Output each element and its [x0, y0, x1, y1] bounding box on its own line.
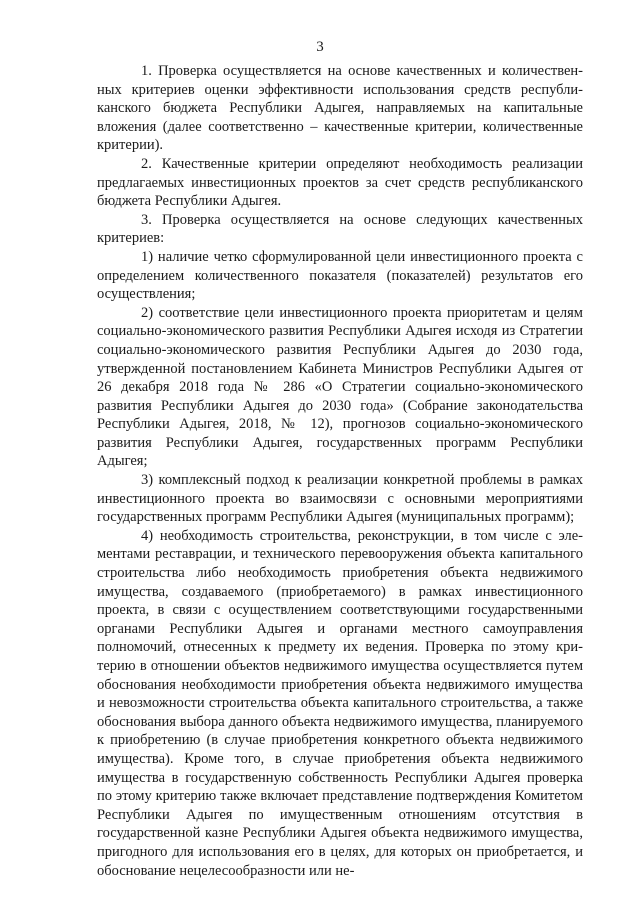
document-body: [97, 62, 583, 880]
paragraph-item-2: 2. Качественные критерии определяют необходимость реализации предлагаемых инвестиционных проектов за счет средств республиканского бюджета Республики Адыгея.: [97, 155, 583, 210]
page-number: 3: [316, 39, 324, 55]
paragraph-item-1: 1. Проверка осуществляется на основе качественных и количественных критериев оценки эффективности использования средств республиканского бюджета Республики Адыгея, направляемых на капитальные вложения (далее соответственно – качественные критерии, количественные критерии).: [97, 63, 583, 154]
criterion-item-3: 3) комплексный подход к реализации конкретной проблемы в рамках инвестиционного проекта во взаимосвязи с основными мероприятиями государственных программ Республики Адыгея (муниципальных программ);: [97, 472, 583, 526]
paragraph-item-3: 3. Проверка осуществляется на основе следующих качественных критериев:: [97, 211, 583, 247]
criterion-item-1: 1) наличие четко сформулированной цели инвестиционного проекта с определением количественного показателя (показателей) результатов его осуществления;: [97, 248, 583, 303]
criterion-item-4: 4) необходимость строительства, реконструкции, в том числе с элементами реставрации, и технического перевооружения объекта капитального строительства либо необходимость приобретения объекта недвижимого имущества, создаваемого (приобретаемого) в рамках инвестиционного проекта, в связи с осуществлением соответствующими государственными органами Республики Адыгея и органами местного самоуправления полномочий, отнесенных к предмету их ведения. Проверка по этому критерию в отношении объектов недвижимого имущества осуществляется путем обоснования необходимости приобретения объекта недвижимого имущества и невозможности строительства объекта капитального строительства, а также обоснования выбора данного объекта недвижимого имущества, планируемого к приобретению (в случае приобретения конкретного объекта недвижимого имущества). Кроме того, в случае приобретения объекта недвижимого имущества в государственную собственность Республики Адыгея проверка по этому критерию также включает представление подтверждения Комитетом Республики Адыгея по имущественным отношениям отсутствия в государственной казне Республики Адыгея объекта недвижимого имущества, пригодного для использования его в целях, для которых он приобретается, и обоснование нецелесообразности или не-: [97, 527, 583, 879]
criterion-item-2: 2) соответствие цели инвестиционного проекта приоритетам и целям социально-экономического развития Республики Адыгея исходя из Стратегии социально-экономического развития Республики Адыгея до 2030 года, утвержденной постановлением Кабинета Министров Республики Адыгея от 26 декабря 2018 года № 286 «О Стратегии социально-экономического развития Республики Адыгея до 2030 года» (Собрание законодательства Республики Адыгея, 2018, № 12), прогнозов социально-экономического развития Республики Адыгея, государственных программ Республики Адыгея;: [97, 304, 583, 470]
